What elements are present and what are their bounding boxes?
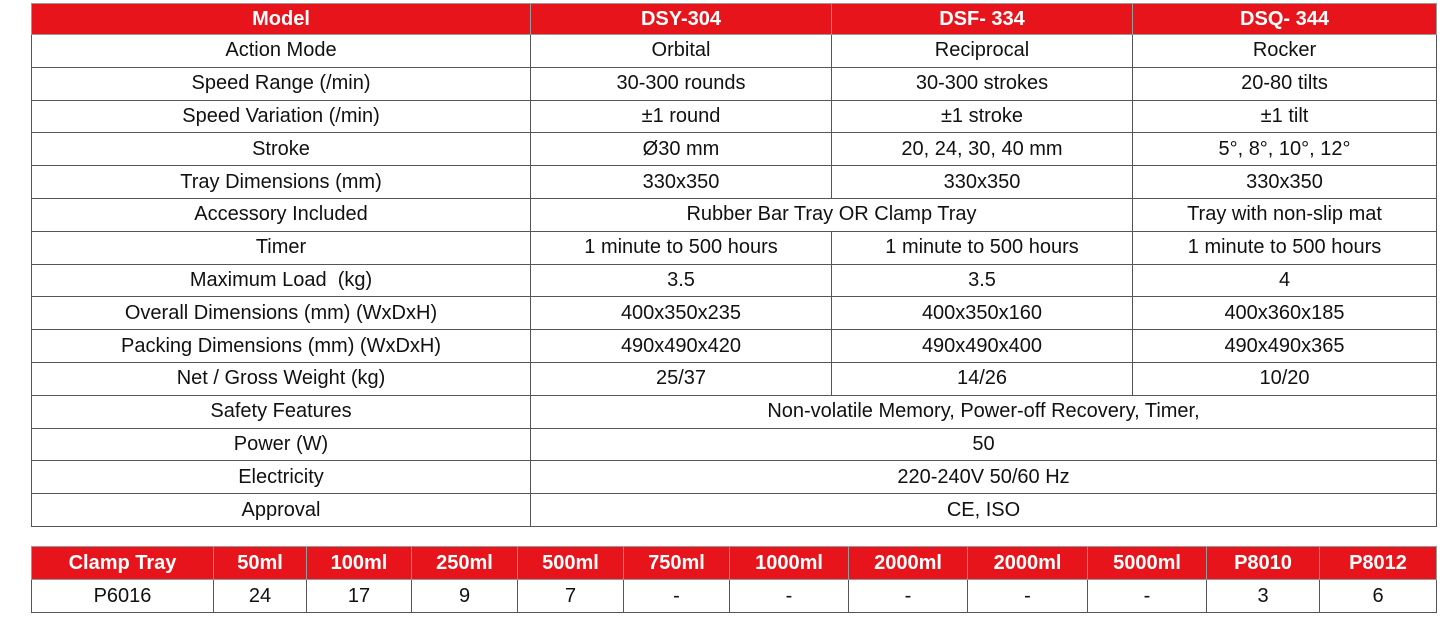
cell: 1 minute to 500 hours (1133, 231, 1437, 264)
header-cell: P8010 (1207, 547, 1320, 580)
table-row (32, 297, 1437, 330)
cell: 490x490x365 (1133, 330, 1437, 363)
header-dsq-344: DSQ- 344 (1133, 4, 1437, 35)
row-label: Power (W) (32, 428, 531, 461)
row-label: Maximum Load (kg) (32, 264, 531, 297)
cell: 490x490x400 (832, 330, 1133, 363)
clamp-header-row (32, 547, 1437, 580)
table-row (32, 330, 1437, 363)
cell: 3 (1207, 580, 1320, 613)
cell: 14/26 (832, 362, 1133, 395)
row-label: Net / Gross Weight (kg) (32, 362, 531, 395)
header-cell: 2000ml (849, 547, 968, 580)
cell: Reciprocal (832, 35, 1133, 68)
table-row (32, 231, 1437, 264)
cell: ±1 round (531, 100, 832, 133)
cell: 3.5 (531, 264, 832, 297)
cell: 30-300 strokes (832, 67, 1133, 100)
cell: P6016 (32, 580, 214, 613)
cell: Tray with non-slip mat (1133, 198, 1437, 231)
cell: 4 (1133, 264, 1437, 297)
cell: - (624, 580, 730, 613)
table-row (32, 100, 1437, 133)
header-cell: 1000ml (730, 547, 849, 580)
cell: Rocker (1133, 35, 1437, 68)
cell: 1 minute to 500 hours (832, 231, 1133, 264)
header-cell: 250ml (412, 547, 518, 580)
row-label: Timer (32, 231, 531, 264)
table-row (32, 362, 1437, 395)
row-label: Stroke (32, 133, 531, 166)
clamp-tray-table (31, 546, 1437, 613)
cell: ±1 tilt (1133, 100, 1437, 133)
row-label: Packing Dimensions (mm) (WxDxH) (32, 330, 531, 363)
row-label: Approval (32, 494, 531, 527)
cell: Ø30 mm (531, 133, 832, 166)
cell: 490x490x420 (531, 330, 832, 363)
cell: 330x350 (832, 166, 1133, 199)
cell: 330x350 (1133, 166, 1437, 199)
header-cell: 50ml (214, 547, 307, 580)
spec-table (31, 3, 1437, 527)
header-cell: P8012 (1320, 547, 1437, 580)
cell: CE, ISO (531, 494, 1437, 527)
cell: 400x350x235 (531, 297, 832, 330)
cell: Rubber Bar Tray OR Clamp Tray (531, 198, 1133, 231)
cell: 400x350x160 (832, 297, 1133, 330)
table-row (32, 198, 1437, 231)
header-cell: 750ml (624, 547, 730, 580)
table-row (32, 428, 1437, 461)
row-label: Overall Dimensions (mm) (WxDxH) (32, 297, 531, 330)
cell: - (1088, 580, 1207, 613)
row-label: Accessory Included (32, 198, 531, 231)
row-label: Electricity (32, 461, 531, 494)
row-label: Action Mode (32, 35, 531, 68)
cell: 50 (531, 428, 1437, 461)
row-label: Speed Variation (/min) (32, 100, 531, 133)
cell: 3.5 (832, 264, 1133, 297)
cell: Orbital (531, 35, 832, 68)
table-row (32, 264, 1437, 297)
cell: 400x360x185 (1133, 297, 1437, 330)
cell: - (730, 580, 849, 613)
table-row (32, 166, 1437, 199)
cell: 20, 24, 30, 40 mm (832, 133, 1133, 166)
cell: 1 minute to 500 hours (531, 231, 832, 264)
cell: 6 (1320, 580, 1437, 613)
cell: 30-300 rounds (531, 67, 832, 100)
header-cell: 5000ml (1088, 547, 1207, 580)
cell: 24 (214, 580, 307, 613)
cell: 25/37 (531, 362, 832, 395)
cell: 10/20 (1133, 362, 1437, 395)
cell: 20-80 tilts (1133, 67, 1437, 100)
spec-header-row (32, 4, 1437, 35)
cell: ±1 stroke (832, 100, 1133, 133)
header-cell: 500ml (518, 547, 624, 580)
table-row (32, 133, 1437, 166)
header-cell: 2000ml (968, 547, 1088, 580)
table-row (32, 494, 1437, 527)
row-label: Speed Range (/min) (32, 67, 531, 100)
table-row (32, 35, 1437, 68)
row-label: Tray Dimensions (mm) (32, 166, 531, 199)
cell: 17 (307, 580, 412, 613)
row-label: Safety Features (32, 395, 531, 428)
cell: - (849, 580, 968, 613)
header-cell: 100ml (307, 547, 412, 580)
header-model: Model (32, 4, 531, 35)
header-cell: Clamp Tray (32, 547, 214, 580)
cell: 5°, 8°, 10°, 12° (1133, 133, 1437, 166)
cell: 330x350 (531, 166, 832, 199)
table-row (32, 67, 1437, 100)
cell: 7 (518, 580, 624, 613)
table-row (32, 395, 1437, 428)
cell: 9 (412, 580, 518, 613)
table-row (32, 580, 1437, 613)
table-row (32, 461, 1437, 494)
cell: - (968, 580, 1088, 613)
header-dsf-334: DSF- 334 (832, 4, 1133, 35)
header-dsy-304: DSY-304 (531, 4, 832, 35)
cell: 220-240V 50/60 Hz (531, 461, 1437, 494)
cell: Non-volatile Memory, Power-off Recovery, Timer, (531, 395, 1437, 428)
